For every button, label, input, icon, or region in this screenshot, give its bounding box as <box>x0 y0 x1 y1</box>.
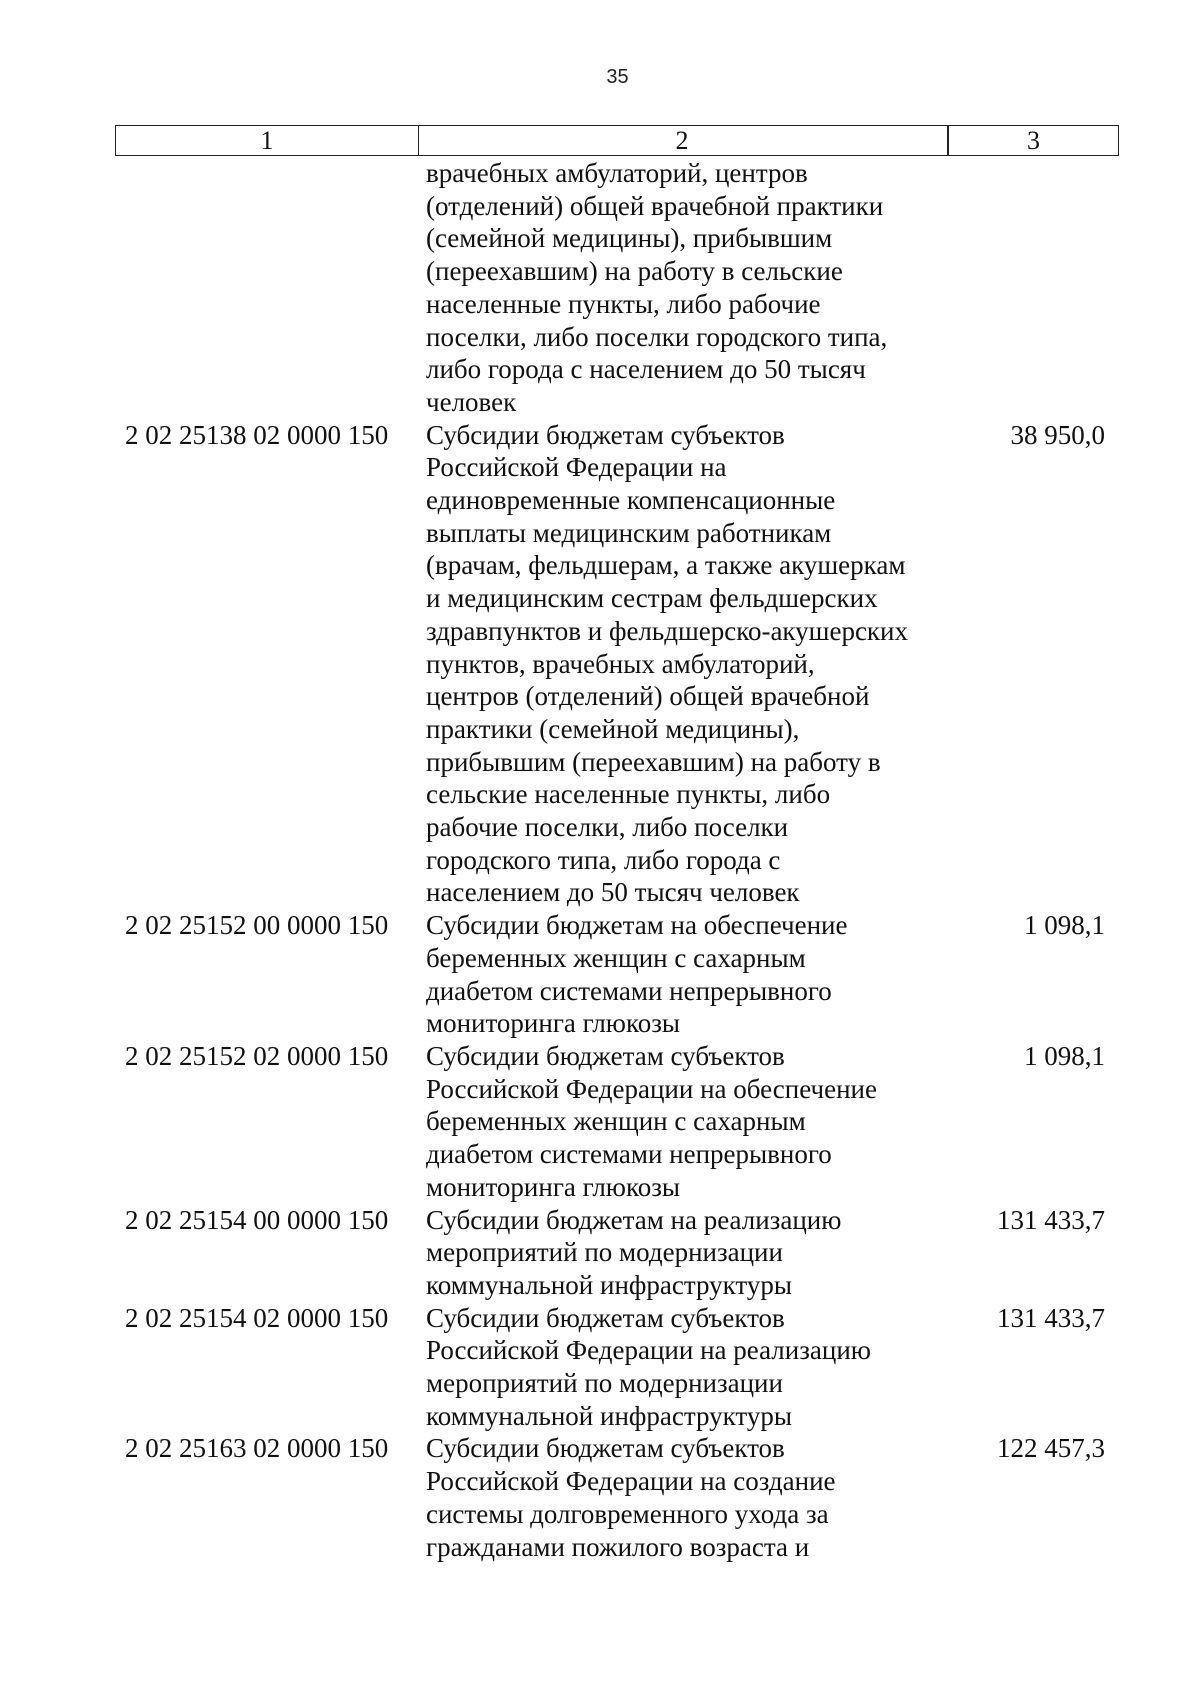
description-line: либо города с населением до 50 тысяч <box>426 354 866 385</box>
page-number: 35 <box>606 66 629 88</box>
description-line: поселки, либо поселки городского типа, <box>426 321 888 352</box>
amount-value: 131 433,7 <box>997 1302 1105 1333</box>
description-line: Субсидии бюджетам субъектов <box>426 419 785 450</box>
description-line: коммунальной инфраструктуры <box>426 1400 792 1431</box>
description-line: сельские населенные пункты, либо <box>426 779 831 810</box>
description-line: Субсидии бюджетам субъектов <box>426 1433 785 1464</box>
description-line: врачебных амбулаторий, центров <box>426 158 808 188</box>
description-line: населением до 50 тысяч человек <box>426 877 800 908</box>
description-line: населенные пункты, либо рабочие <box>426 288 821 319</box>
table-row <box>115 1040 1118 1204</box>
table-row <box>115 1204 1118 1302</box>
description-line: Субсидии бюджетам на реализацию <box>426 1204 842 1235</box>
description-line: Субсидии бюджетам субъектов <box>426 1302 785 1333</box>
income-description <box>426 1302 961 1433</box>
description-line: городского типа, либо города с <box>426 844 781 875</box>
description-line: здравпунктов и фельдшерско-акушерских <box>426 615 908 646</box>
income-description <box>426 1204 961 1302</box>
amount-value: 122 457,3 <box>997 1433 1105 1464</box>
description-line: (семейной медицины), прибывшим <box>426 223 833 254</box>
budget-code: 2 02 25152 02 0000 150 <box>125 1040 389 1071</box>
description-line: мониторинга глюкозы <box>426 1171 681 1202</box>
description-line: (отделений) общей врачебной практики <box>426 190 884 221</box>
description-line: практики (семейной медицины), <box>426 713 800 744</box>
table-body <box>115 157 1118 1563</box>
description-line: мероприятий по модернизации <box>426 1237 783 1268</box>
header-col-1: 1 <box>115 125 419 156</box>
budget-code: 2 02 25138 02 0000 150 <box>125 419 389 450</box>
amount-value: 131 433,7 <box>997 1204 1105 1235</box>
description-line: мониторинга глюкозы <box>426 1008 681 1039</box>
amount-value: 38 950,0 <box>1010 419 1105 450</box>
description-line: и медицинским сестрам фельдшерских <box>426 583 878 614</box>
description-line: прибывшим (переехавшим) на работу в <box>426 746 881 777</box>
description-line: (переехавшим) на работу в сельские <box>426 256 843 287</box>
amount-value: 1 098,1 <box>1024 1040 1105 1071</box>
description-line: системы долговременного ухода за <box>426 1498 829 1529</box>
description-line: человек <box>426 386 517 417</box>
table-row <box>115 1302 1118 1433</box>
budget-code: 2 02 25154 02 0000 150 <box>125 1302 389 1333</box>
description-line: гражданами пожилого возраста и <box>426 1531 810 1562</box>
table-row <box>115 1432 1118 1563</box>
table-row <box>115 419 1118 910</box>
income-description <box>426 1432 961 1563</box>
description-line: Российской Федерации на создание <box>426 1466 836 1497</box>
table-row <box>115 157 1118 419</box>
description-line: рабочие поселки, либо поселки <box>426 812 789 843</box>
description-line: (врачам, фельдшерам, а также акушеркам <box>426 550 906 581</box>
description-line: диабетом системами непрерывного <box>426 1139 832 1170</box>
description-line: выплаты медицинским работникам <box>426 517 832 548</box>
description-line: коммунальной инфраструктуры <box>426 1269 792 1300</box>
income-description <box>426 909 961 1040</box>
description-line: беременных женщин с сахарным <box>426 1106 806 1137</box>
amount-value: 1 098,1 <box>1024 910 1105 941</box>
description-line: единовременные компенсационные <box>426 485 836 516</box>
income-description <box>426 419 961 910</box>
description-line: Российской Федерации на обеспечение <box>426 1073 877 1104</box>
budget-code: 2 02 25152 00 0000 150 <box>125 910 389 941</box>
description-line: Российской Федерации на реализацию <box>426 1335 871 1366</box>
description-line: беременных женщин с сахарным <box>426 942 806 973</box>
income-description <box>426 1040 961 1204</box>
description-line: пунктов, врачебных амбулаторий, <box>426 648 815 679</box>
description-line: Субсидии бюджетам субъектов <box>426 1040 785 1071</box>
budget-code: 2 02 25163 02 0000 150 <box>125 1433 389 1464</box>
header-col-3: 3 <box>947 125 1119 156</box>
description-line: Российской Федерации на <box>426 452 727 483</box>
description-line: центров (отделений) общей врачебной <box>426 681 870 712</box>
income-description <box>426 157 961 419</box>
table-header <box>115 125 1118 156</box>
description-line: Субсидии бюджетам на обеспечение <box>426 910 848 941</box>
description-line: диабетом системами непрерывного <box>426 975 832 1006</box>
description-line: мероприятий по модернизации <box>426 1368 783 1399</box>
header-col-2: 2 <box>417 125 948 156</box>
table-row <box>115 909 1118 1040</box>
budget-code: 2 02 25154 00 0000 150 <box>125 1204 389 1235</box>
